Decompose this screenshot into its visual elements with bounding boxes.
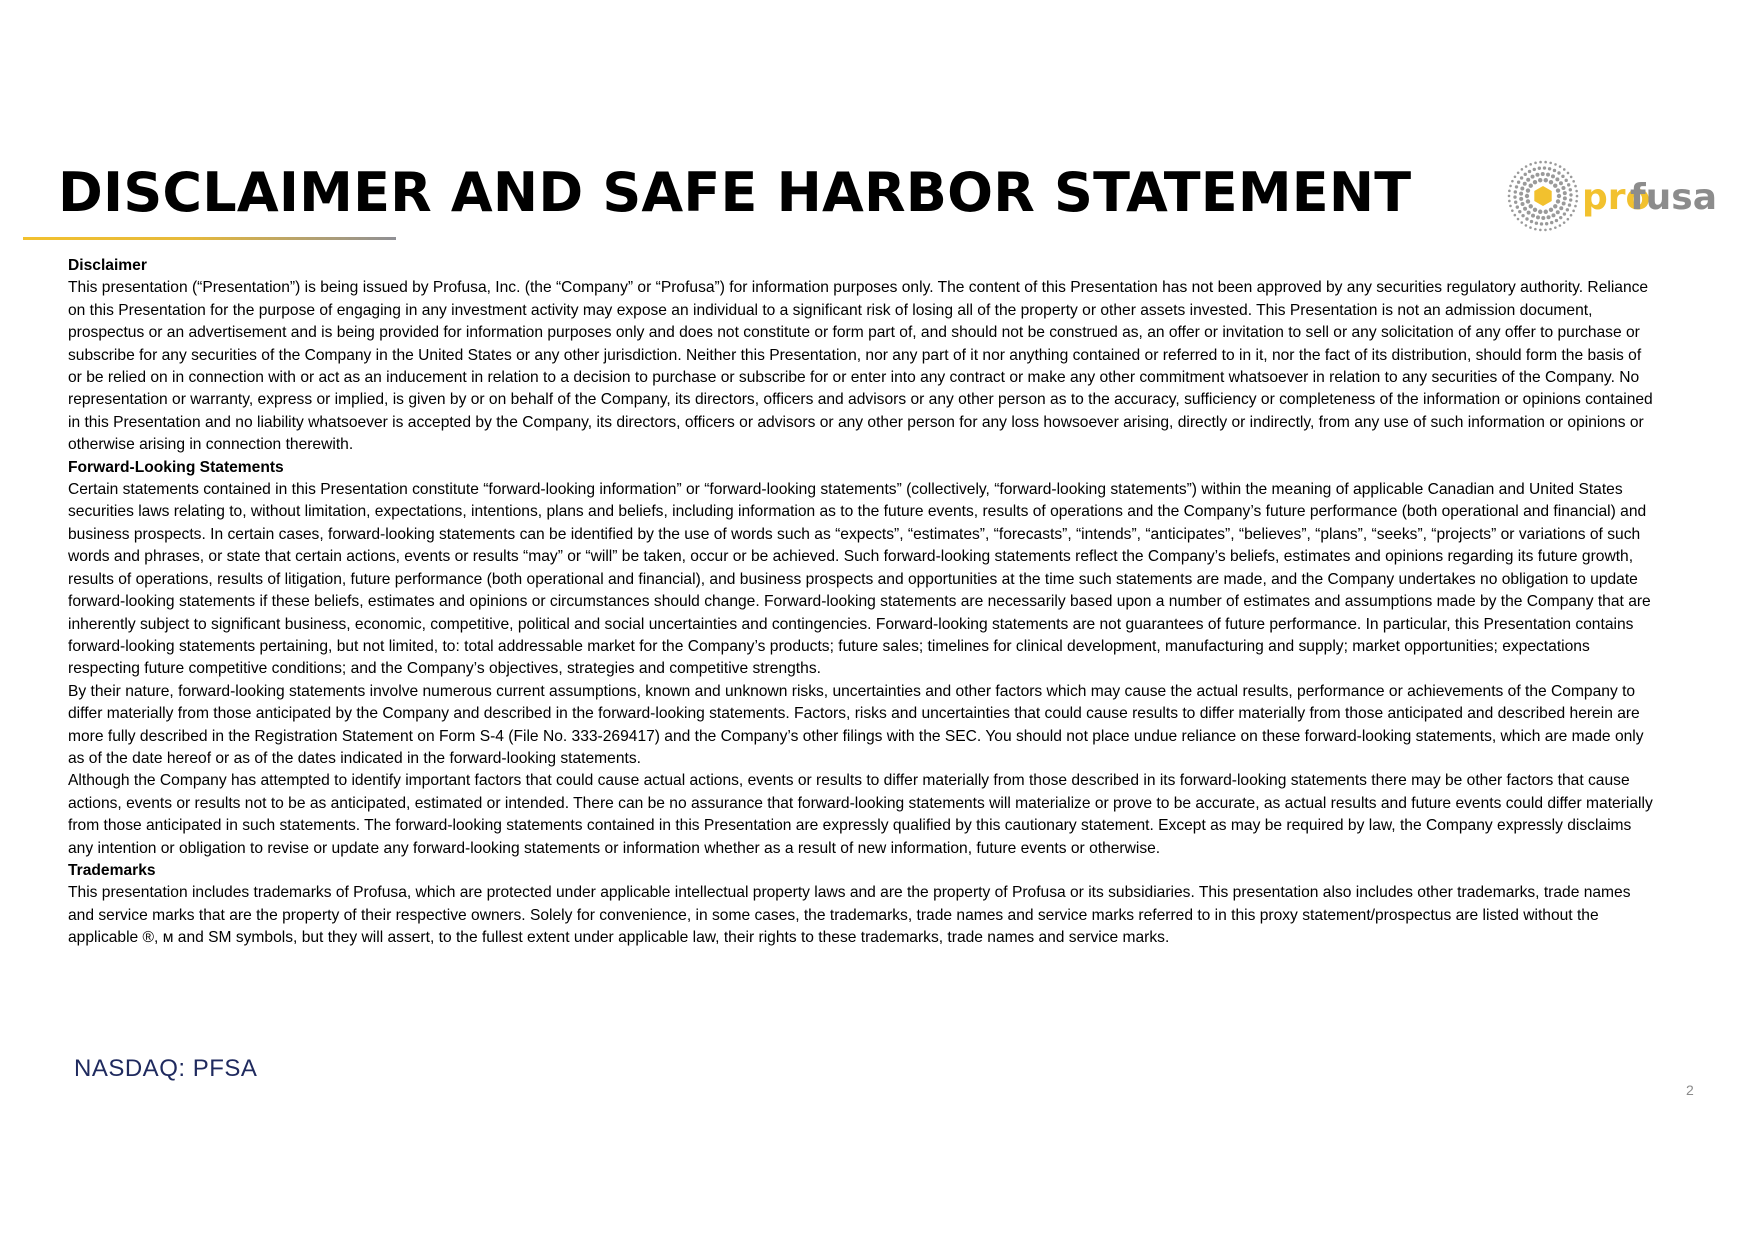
logo-dot xyxy=(1520,221,1523,224)
forward-looking-paragraph-1: Certain statements contained in this Presentation constitute “forward-looking information” or “forward-looking statements” (collectively, “forward-looking statements”) within the meaning of applicable Canadian and United States securities laws relating to, without limitation, expectations, intentions, plans and beliefs, including information as to the future events, results of operations and the Company’s future performance (both operational and financial) and business prospects. In certain cases, forward-looking statements can be identified by the use of words such as “expects”, “estimates”, “forecasts”, “intends”, “anticipates”, “believes”, “plans”, “seeks”, “projects” or variations of such words and phrases, or state that certain actions, events or results “may” or “will” be taken, occur or be achieved. Such forward-looking statements reflect the Company’s beliefs, estimates and opinions regarding its future growth, results of operations, results of litigation, future performance (both operational and financial), and business prospects and opportunities at the time such statements are made, and the Company undertakes no obligation to update forward-looking statements if these beliefs, estimates and opinions or circumstances should change. Forward-looking statements are necessarily based upon a number of estimates and assumptions made by the Company that are inherently subject to significant business, economic, competitive, political and social uncertainties and contingencies. Forward-looking statements are not guarantees of future performance. In particular, this Presentation contains forward-looking statements pertaining, but not limited, to: total addressable market for the Company’s products; future sales; timelines for clinical development, manufacturing and supply; market opportunities; expectations respecting future competitive conditions; and the Company’s objectives, strategies and competitive strengths. xyxy=(68,481,1651,678)
logo-dot xyxy=(1544,229,1547,232)
logo-text-pro: pro xyxy=(1582,177,1651,218)
logo-dot xyxy=(1549,180,1553,184)
logo-dot xyxy=(1553,204,1557,208)
forward-looking-paragraph-2: By their nature, forward-looking statements involve numerous current assumptions, known and unknown risks, uncertainties and other factors which may cause the actual results, performance or achievements of the Company to differ materially from those anticipated by the Company and described in the forward-looking statements. Factors, risks and uncertainties that could cause results to differ materially from those anticipated and described herein are more fully described in the Registration Statement on Form S-4 (File No. 333-269417) and the Company’s other filings with the SEC. You should not place undue reliance on these forward-looking statements, which are made only as of the date hereof or as of the dates indicated in the forward-looking statements. xyxy=(68,682,1644,767)
logo-dot xyxy=(1544,161,1547,164)
logo-dot xyxy=(1541,172,1545,176)
logo-dot xyxy=(1553,169,1556,172)
logo-hexagon xyxy=(1534,186,1551,206)
logo-dot xyxy=(1513,195,1516,198)
logo-dot xyxy=(1555,219,1558,222)
section-heading-trademarks: Trademarks xyxy=(68,861,156,879)
logo-dot xyxy=(1538,210,1542,214)
logo-dot xyxy=(1551,174,1555,178)
logo-dot xyxy=(1534,228,1537,231)
logo-dot xyxy=(1540,222,1543,225)
disclaimer-section xyxy=(68,255,1656,457)
logo-dot xyxy=(1561,186,1565,190)
logo-dot xyxy=(1553,184,1557,188)
trademarks-paragraph: This presentation includes trademarks of Profusa, which are protected under applicable intellectual property laws and are the property of Profusa or its subsidiaries. This presentation also includes other trademarks, trade names and service marks that are the property of their respective owners. Solely for convenience, in some cases, the trademarks, trade names and service marks referred to in this proxy statement/prospectus are listed without the applicable ®, ᴍ and SM symbols, but they will assert, to the fullest extent under applicable law, their rights to these trademarks, trade names and service marks. xyxy=(68,884,1631,947)
logo-dot xyxy=(1570,214,1573,217)
logo-dot xyxy=(1508,200,1511,203)
logo-dot xyxy=(1529,226,1532,229)
logo-dot xyxy=(1515,185,1518,188)
disclaimer-body xyxy=(68,255,1656,950)
title-underline xyxy=(23,237,396,240)
logo-dot xyxy=(1525,224,1528,227)
logo-dot xyxy=(1559,206,1563,210)
logo-dot xyxy=(1526,188,1530,192)
logo-dot xyxy=(1543,166,1546,169)
logo-dot xyxy=(1535,222,1538,225)
forward-looking-section xyxy=(68,457,1656,860)
logo-dot xyxy=(1539,161,1542,164)
logo-dot xyxy=(1533,168,1536,171)
profusa-logo-graphic xyxy=(1498,156,1718,238)
logo-dot xyxy=(1549,208,1553,212)
logo-dot xyxy=(1567,218,1570,221)
page-title: DISCLAIMER AND SAFE HARBOR STATEMENT xyxy=(58,161,1412,224)
logo-dot xyxy=(1569,193,1572,196)
logo-dot xyxy=(1562,202,1566,206)
logo-dot xyxy=(1525,165,1528,168)
logo-dot xyxy=(1556,188,1560,192)
logo-dot xyxy=(1555,177,1559,181)
logo-dot xyxy=(1531,214,1535,218)
logo-dot xyxy=(1535,173,1539,177)
logo-dot xyxy=(1567,172,1570,175)
logo-dot xyxy=(1531,175,1535,179)
logo-dot xyxy=(1525,194,1529,198)
logo-dot xyxy=(1520,176,1523,179)
logo-dot xyxy=(1551,213,1555,217)
logo-dot xyxy=(1559,165,1562,168)
trademarks-section xyxy=(68,860,1656,950)
logo-dot xyxy=(1565,179,1568,182)
logo-dot xyxy=(1570,176,1573,179)
logo-dot xyxy=(1574,185,1577,188)
logo-dot xyxy=(1574,205,1577,208)
logo-dot xyxy=(1519,197,1523,201)
logo-dot xyxy=(1509,185,1512,188)
logo-dot xyxy=(1530,220,1533,223)
logo-dot xyxy=(1523,182,1527,186)
logo-dot xyxy=(1526,178,1530,182)
logo-dot xyxy=(1514,201,1517,204)
logo-dot xyxy=(1576,195,1579,198)
logo-dot xyxy=(1529,204,1533,208)
logo-dot xyxy=(1568,203,1571,206)
logo-dot xyxy=(1557,171,1560,174)
logo-dot xyxy=(1533,180,1537,184)
logo-dot xyxy=(1554,163,1557,166)
logo-dot xyxy=(1575,190,1578,193)
logo-dot xyxy=(1528,170,1531,173)
logo-dot xyxy=(1511,180,1514,183)
nasdaq-ticker: NASDAQ: PFSA xyxy=(74,1055,258,1082)
logo-dot xyxy=(1509,205,1512,208)
section-heading-forward-looking: Forward-Looking Statements xyxy=(68,458,284,476)
logo-dot xyxy=(1566,208,1569,211)
logo-dot xyxy=(1563,212,1566,215)
logo-dot xyxy=(1523,207,1527,211)
logo-dot xyxy=(1546,173,1550,177)
logo-dot xyxy=(1538,178,1542,182)
logo-dot xyxy=(1569,198,1572,201)
forward-looking-paragraph-3: Although the Company has attempted to identify important factors that could cause actual actions, events or results to differ materially from those described in its forward-looking statements there may be other factors that cause actions, events or results not to be as anticipated, estimated or intended. There can be no assurance that forward-looking statements will materialize or prove to be accurate, as actual results and future events could differ materially from those anticipated in such statements. The forward-looking statements contained in this Presentation are expressly qualified by this cautionary statement. Except as may be required by law, the Company expressly disclaims any intention or obligation to revise or update any forward-looking statements or information whether as a result of new information, future events or otherwise. xyxy=(68,772,1653,857)
logo-dot xyxy=(1549,162,1552,165)
logo-dot xyxy=(1572,180,1575,183)
logo-dot xyxy=(1559,224,1562,227)
logo-dot xyxy=(1527,211,1531,215)
logo-dot xyxy=(1559,216,1562,219)
logo-dot xyxy=(1548,167,1551,170)
logo-dot xyxy=(1518,210,1521,213)
logo-dot xyxy=(1544,178,1548,182)
section-heading-disclaimer: Disclaimer xyxy=(68,257,147,274)
logo-dot xyxy=(1544,210,1548,214)
logo-dot xyxy=(1517,218,1520,221)
disclaimer-paragraph: This presentation (“Presentation”) is being issued by Profusa, Inc. (the “Company” or “Profusa”) for information purposes only. The content of this Presentation has not been approved by any securities regulatory authority. Reliance on this Presentation for the purpose of engaging in any investment activity may expose an individual to a significant risk of losing all of the property or other assets invested. This Presentation is not an admission document, prospectus or an advertisement and is being provided for information purposes only and does not constitute or form part of, and should not be construed as, an offer or invitation to sell or any solicitation of any offer to purchase or subscribe for any securities of the Company in the United States or any other jurisdiction. Neither this Presentation, nor any part of it nor anything contained or referred to in it, nor the fact of its distribution, should form the basis of or be relied on in connection with or act as an inducement in relation to a decision to purchase or subscribe for or enter into any contract or make any other commitment whatsoever in relation to any securities of the Company. No representation or warranty, express or implied, is given by or on behalf of the Company, its directors, officers and advisors or any other person as to the accuracy, sufficiency or completeness of the information or opinions contained in this Presentation and no liability whatsoever is accepted by the Company, its directors, officers or advisors or any other person for any loss howsoever arising, directly or indirectly, from any use of such information or opinions or otherwise arising in connection therewith. xyxy=(68,279,1653,454)
logo-dot xyxy=(1569,188,1572,191)
logo-dot xyxy=(1556,199,1560,203)
logo-dot xyxy=(1534,162,1537,165)
logo-dot xyxy=(1556,210,1560,214)
logo-dot xyxy=(1563,168,1566,171)
logo-dot xyxy=(1557,194,1561,198)
logo-dot xyxy=(1521,214,1524,217)
logo-dot xyxy=(1563,221,1566,224)
logo-dot xyxy=(1516,205,1519,208)
logo-dot xyxy=(1517,172,1520,175)
logo-dot xyxy=(1514,190,1517,193)
logo-dot xyxy=(1567,183,1570,186)
logo-dot xyxy=(1521,202,1525,206)
logo-dot xyxy=(1524,173,1527,176)
logo-dot xyxy=(1514,214,1517,217)
logo-dot xyxy=(1550,221,1553,224)
logo-dot xyxy=(1572,210,1575,213)
logo-dot xyxy=(1525,217,1528,220)
logo-dot xyxy=(1563,196,1567,200)
logo-dot xyxy=(1547,215,1551,219)
logo-dot xyxy=(1529,184,1533,188)
logo-dot xyxy=(1545,222,1548,225)
logo-dot xyxy=(1508,190,1511,193)
logo-dot xyxy=(1514,175,1517,178)
logo-dot xyxy=(1521,168,1524,171)
logo-dot xyxy=(1519,192,1523,196)
logo-dot xyxy=(1520,186,1524,190)
logo-dot xyxy=(1517,181,1520,184)
logo-dot xyxy=(1563,191,1567,195)
logo-dot xyxy=(1559,181,1563,185)
logo-dot xyxy=(1511,209,1514,212)
page-number: 2 xyxy=(1686,1082,1694,1098)
logo-dot xyxy=(1526,199,1530,203)
logo-dot xyxy=(1533,208,1537,212)
logo-text-fusa: fusa xyxy=(1630,177,1718,218)
logo-dot xyxy=(1575,200,1578,203)
logo-dot xyxy=(1539,229,1542,232)
logo-dot xyxy=(1538,167,1541,170)
logo-dot xyxy=(1549,228,1552,231)
logo-dot xyxy=(1554,226,1557,229)
profusa-logo xyxy=(1498,156,1718,238)
logo-dot xyxy=(1529,163,1532,166)
logo-dot xyxy=(1508,195,1511,198)
logo-dot xyxy=(1536,215,1540,219)
logo-dot xyxy=(1561,175,1564,178)
logo-dot xyxy=(1541,216,1545,220)
